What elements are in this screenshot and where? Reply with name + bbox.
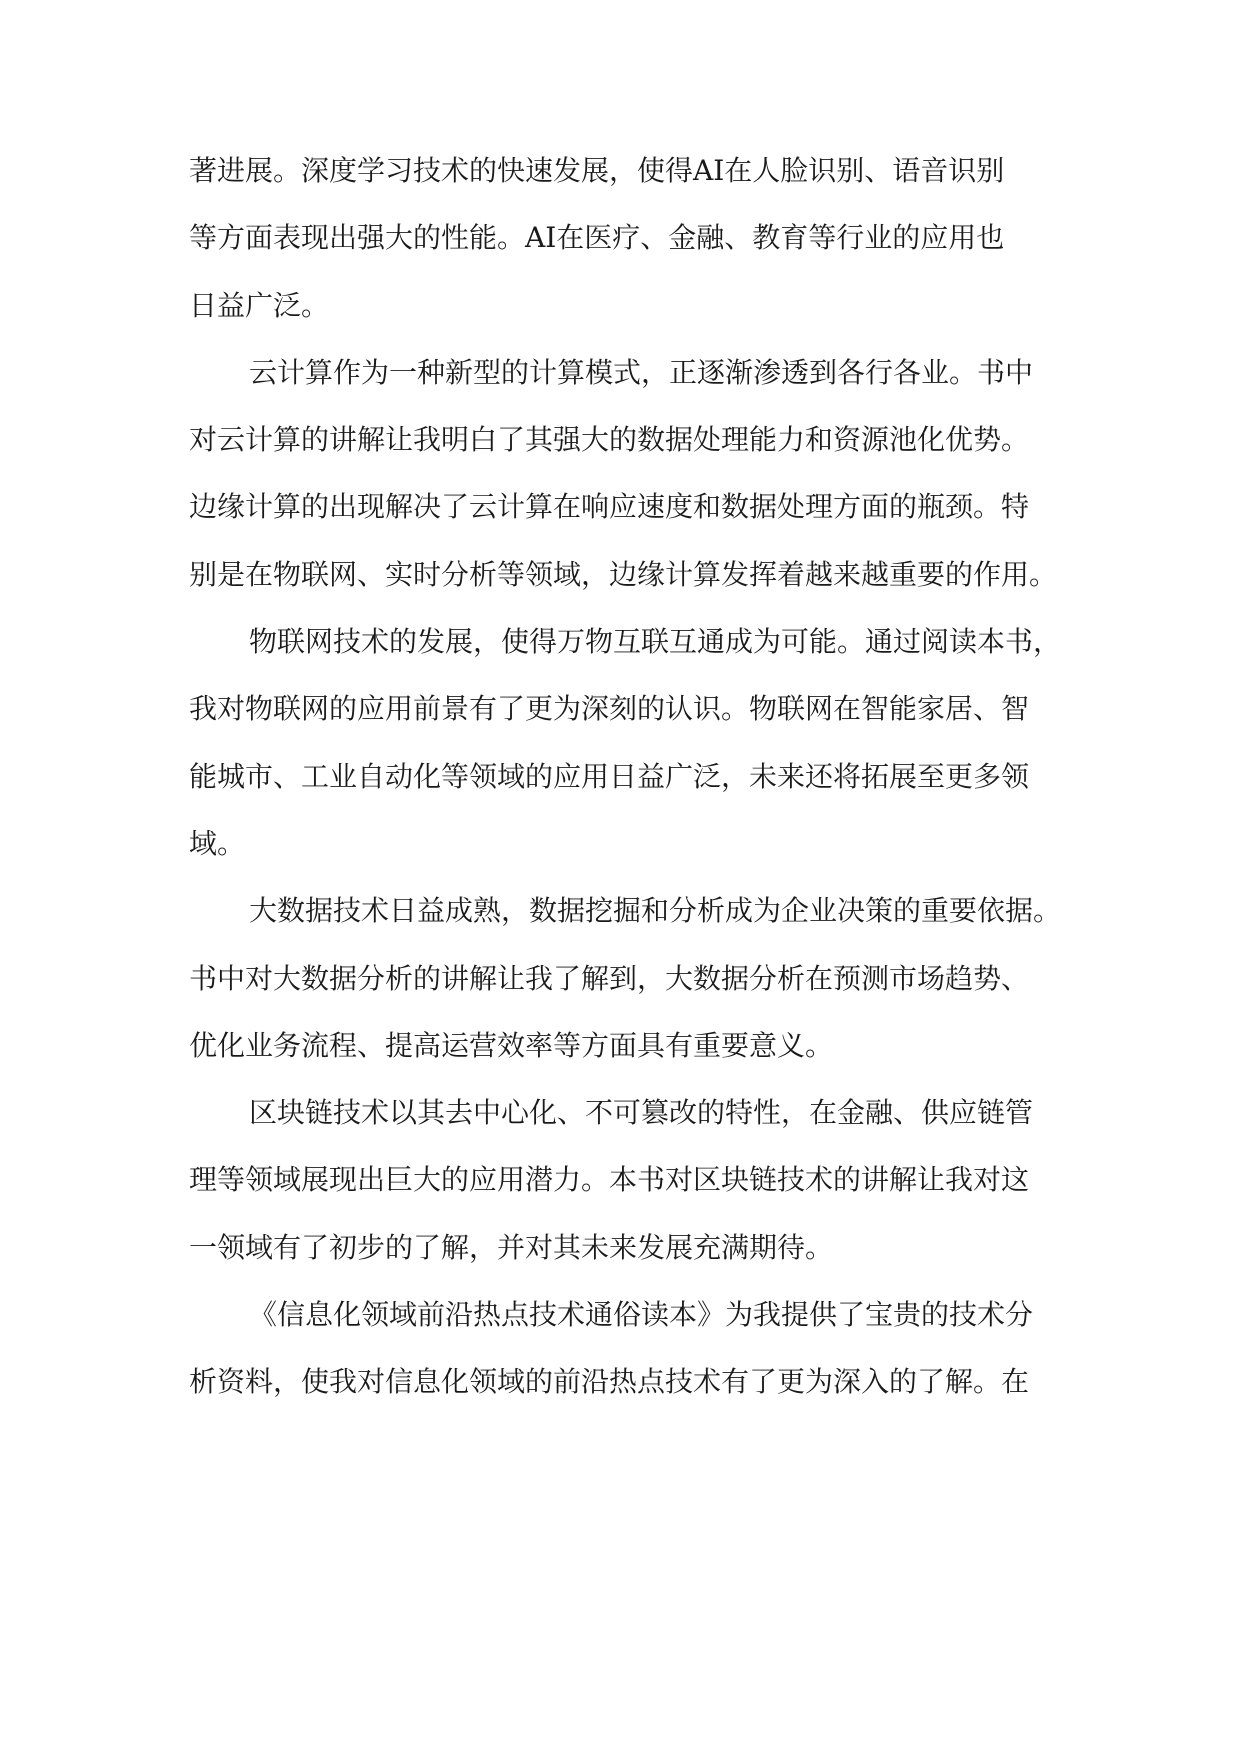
text-line: 我对物联网的应用前景有了更为深刻的认识。物联网在智能家居、智 [189, 692, 1030, 726]
text-line: 理等领域展现出巨大的应用潜力。本书对区块链技术的讲解让我对这 [189, 1163, 1030, 1197]
text-line: 优化业务流程、提高运营效率等方面具有重要意义。 [189, 1028, 834, 1062]
text-line: 对云计算的讲解让我明白了其强大的数据处理能力和资源池化优势。 [189, 423, 1030, 457]
text-line: 著进展。深度学习技术的快速发展，使得AI在人脸识别、语音识别 [189, 154, 1005, 187]
text-line: 域。 [189, 826, 246, 860]
text-line: 一领域有了初步的了解，并对其未来发展充满期待。 [189, 1230, 834, 1264]
paragraph-start-line: 区块链技术以其去中心化、不可篡改的特性，在金融、供应链管 [249, 1096, 1034, 1130]
text-line: 书中对大数据分析的讲解让我了解到，大数据分析在预测市场趋势、 [189, 961, 1030, 995]
paragraph-start-line: 《信息化领域前沿热点技术通俗读本》为我提供了宝贵的技术分 [249, 1298, 1034, 1332]
text-line: 日益广泛。 [189, 288, 330, 322]
text-line: 别是在物联网、实时分析等领域，边缘计算发挥着越来越重要的作用。 [189, 557, 1058, 591]
paragraph-start-line: 物联网技术的发展，使得万物互联互通成为可能。通过阅读本书， [249, 625, 1062, 659]
text-line: 等方面表现出强大的性能。AI在医疗、金融、教育等行业的应用也 [189, 221, 1005, 255]
text-line: 能城市、工业自动化等领域的应用日益广泛，未来还将拓展至更多领 [189, 759, 1030, 793]
body-text [189, 146, 1062, 1425]
paragraph-start-line: 云计算作为一种新型的计算模式，正逐渐渗透到各行各业。书中 [249, 355, 1034, 389]
paragraph-start-line: 大数据技术日益成熟，数据挖掘和分析成为企业决策的重要依据。 [249, 894, 1062, 928]
text-line: 析资料，使我对信息化领域的前沿热点技术有了更为深入的了解。在 [189, 1365, 1030, 1399]
text-line: 边缘计算的出现解决了云计算在响应速度和数据处理方面的瓶颈。特 [189, 490, 1030, 524]
